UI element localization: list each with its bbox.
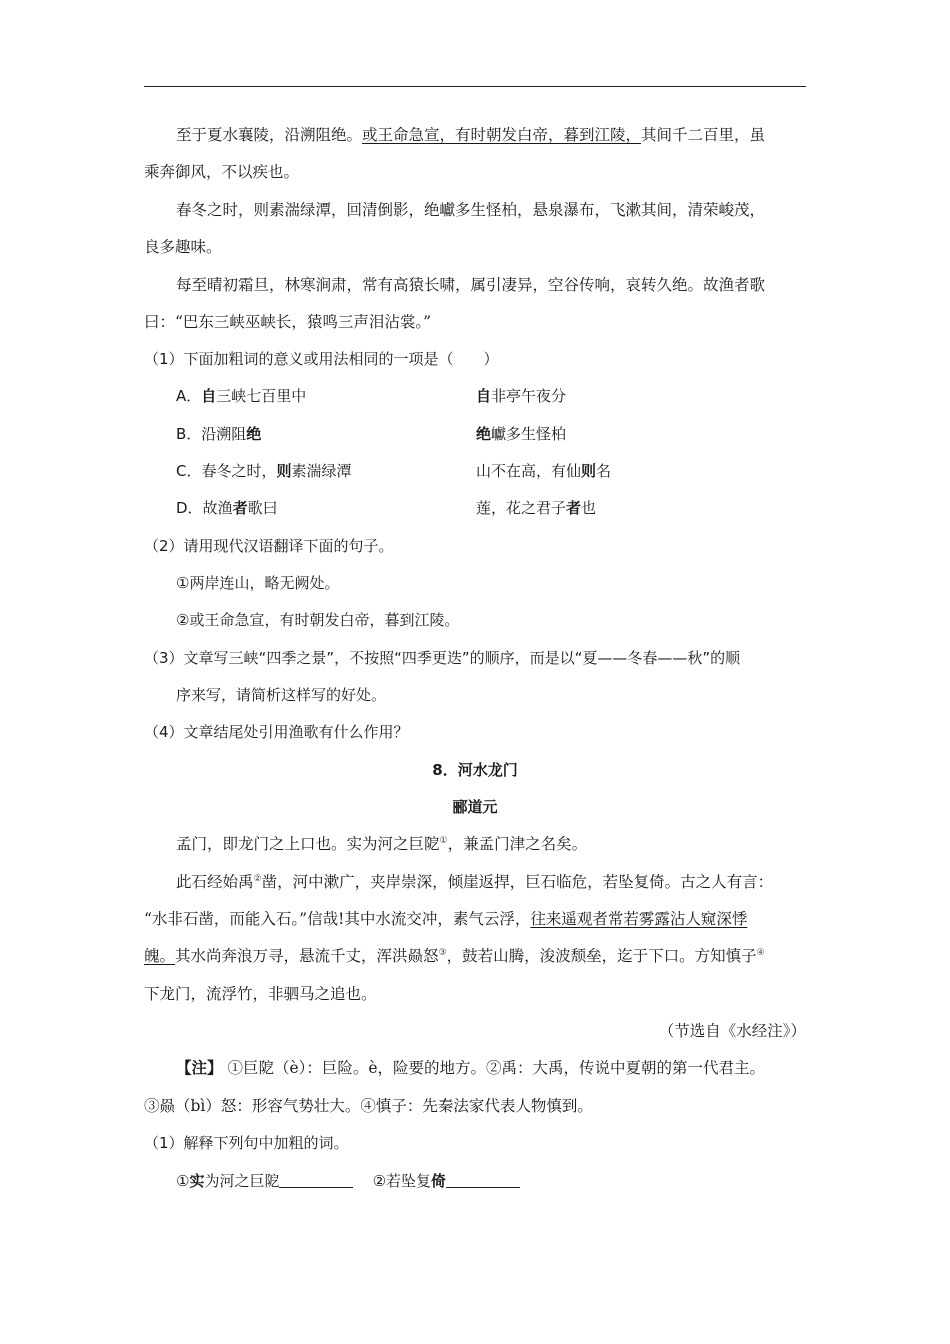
passage-source: （节选自《水经注》） — [658, 1022, 806, 1040]
passage-line: 此石经始禹②凿，河中漱广，夹岸崇深，倾崖返捍，巨石临危，若坠复倚。古之人有言： — [176, 873, 774, 891]
passage-line: 春冬之时，则素湍绿潭，回清倒影，绝巘多生怪柏，悬泉瀑布，飞漱其间，清荣峻茂， — [176, 201, 766, 219]
passage-line: 乘奔御风，不以疾也。 — [144, 163, 300, 181]
answer-blank[interactable] — [279, 1171, 353, 1188]
question-1-items: ①实为河之巨阸 ②若坠复倚 — [176, 1168, 816, 1194]
notes-line: 【注】 ①巨阸（è）：巨险。è，险要的地方。②禹：大禹，传说中夏朝的第一代君主。 — [176, 1058, 766, 1077]
passage-line: “水非石凿，而能入石。”信哉!其中水流交冲，素气云浮，往来遥观者常若雾露沾人窥深悸 — [144, 910, 748, 928]
passage-title: 8．河水龙门 — [432, 761, 518, 779]
question-4: （4）文章结尾处引用渔歌有什么作用？ — [144, 723, 409, 741]
underlined-sentence: 或王命急宣，有时朝发白帝，暮到江陵， — [362, 126, 642, 144]
passage-line: 孟门，即龙门之上口也。实为河之巨阸①，兼孟门津之名矣。 — [176, 835, 588, 853]
answer-blank[interactable] — [446, 1171, 520, 1188]
notes-label: 【注】 — [176, 1058, 223, 1077]
question-1: （1）解释下列句中加粗的词。 — [144, 1134, 349, 1152]
question-1: （1）下面加粗词的意义或用法相同的一项是（ ） — [144, 350, 499, 368]
notes-line: ③赑（bì）怒：形容气势壮大。④慎子：先秦法家代表人物慎到。 — [144, 1097, 593, 1115]
option-a: A．自三峡七百里中 自非亭午夜分 — [176, 387, 567, 405]
header-rule — [144, 86, 806, 87]
question-2-sentence-2: ②或王命急宣，有时朝发白帝，暮到江陵。 — [176, 611, 460, 629]
passage-line: 魄。其水尚奔浪万寻，悬流千丈，浑洪赑怒③，鼓若山腾，浚波颓垒，迄于下口。方知慎子④ — [144, 947, 765, 965]
passage-line: 曰：“巴东三峡巫峡长，猿鸣三声泪沾裳。” — [144, 313, 432, 331]
passage-line: 良多趣味。 — [144, 238, 222, 256]
passage-line: 至于夏水襄陵，沿溯阻绝。或王命急宣，有时朝发白帝，暮到江陵，其间千二百里，虽 — [176, 126, 766, 144]
question-3: （3）文章写三峡“四季之景”，不按照“四季更迭”的顺序，而是以“夏——冬春——秋”的顺 — [144, 649, 741, 667]
underlined-sentence: 往来遥观者常若雾露沾人窥深悸 — [530, 910, 748, 928]
option-c: C．春冬之时，则素湍绿潭 山不在高，有仙则名 — [176, 462, 612, 480]
option-d: D．故渔者歌曰 莲，花之君子者也 — [176, 499, 597, 517]
question-2-sentence-1: ①两岸连山，略无阙处。 — [176, 574, 340, 592]
question-3-cont: 序来写，请简析这样写的好处。 — [176, 686, 387, 704]
question-2: （2）请用现代汉语翻译下面的句子。 — [144, 537, 394, 555]
passage-author: 郦道元 — [452, 798, 498, 816]
passage-line: 下龙门，流浮竹，非驷马之追也。 — [144, 985, 377, 1003]
underlined-sentence: 魄。 — [144, 947, 176, 965]
passage-line: 每至晴初霜旦，林寒涧肃，常有高猿长啸，属引凄异，空谷传响，哀转久绝。故渔者歌 — [176, 276, 766, 294]
option-b: B．沿溯阻绝 绝巘多生怪柏 — [176, 425, 567, 443]
